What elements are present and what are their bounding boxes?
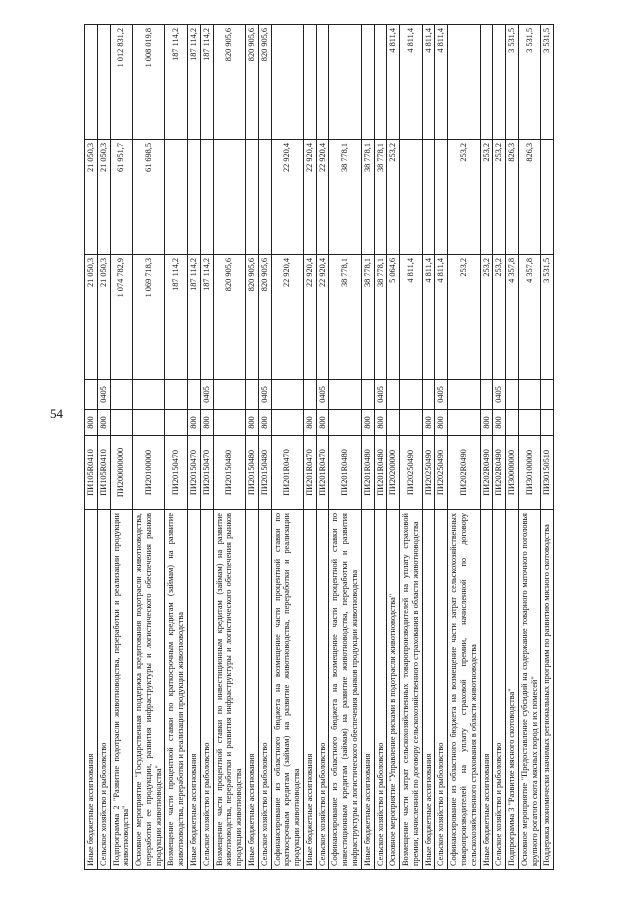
- table-row: [258, 25, 271, 870]
- target-article-cell: ПИ20150480: [245, 436, 258, 510]
- row-name-cell: Софинансирование из областного бюджета на возмещение части процентной ставки по инвестиционным кредитам (займам) на развитие животноводства, переработки и развития инфраструктуры и логистического обеспечения рынков продукции животноводства: [329, 510, 361, 870]
- section-cell: [422, 380, 435, 410]
- section-cell: 0405: [435, 380, 448, 410]
- table-row: [85, 25, 98, 870]
- total-amount-cell: 1 069 718,3: [133, 255, 165, 380]
- regional-amount-cell: 253,2: [480, 140, 493, 255]
- expense-type-cell: [518, 410, 541, 436]
- expense-type-cell: [400, 410, 423, 436]
- budget-table: [84, 24, 554, 870]
- federal-amount-cell: [329, 25, 361, 140]
- expense-type-cell: [165, 410, 188, 436]
- section-cell: [506, 380, 519, 410]
- expense-type-cell: 800: [245, 410, 258, 436]
- page-number: 54: [50, 406, 63, 421]
- federal-amount-cell: [316, 25, 329, 140]
- target-article-cell: ПИ105R0410: [97, 436, 110, 510]
- total-amount-cell: 38 778,1: [374, 255, 387, 380]
- table-row: [200, 25, 213, 870]
- expense-type-cell: 800: [480, 410, 493, 436]
- total-amount-cell: 22 920,4: [303, 255, 316, 380]
- total-amount-cell: 187 114,2: [188, 255, 201, 380]
- expense-type-cell: 800: [303, 410, 316, 436]
- expense-type-cell: 800: [316, 410, 329, 436]
- regional-amount-cell: [188, 140, 201, 255]
- federal-amount-cell: 4 811,4: [435, 25, 448, 140]
- table-row: [448, 25, 480, 870]
- regional-amount-cell: [435, 140, 448, 255]
- total-amount-cell: 22 920,4: [316, 255, 329, 380]
- target-article-cell: ПИ202R0490: [480, 436, 493, 510]
- section-cell: [271, 380, 303, 410]
- target-article-cell: ПИ30100000: [518, 436, 541, 510]
- regional-amount-cell: 22 920,4: [303, 140, 316, 255]
- section-cell: 0405: [258, 380, 271, 410]
- target-article-cell: ПИ20250490: [400, 436, 423, 510]
- table-row: [374, 25, 387, 870]
- row-name-cell: Иные бюджетные ассигнования: [188, 510, 201, 870]
- total-amount-cell: 5 064,6: [387, 255, 400, 380]
- row-name-cell: Основное мероприятие "Государственная поддержка кредитования подотрасли животноводства, переработки ее продукции, развития инфраструктуры и логистического обеспечения рынков продукции животноводства": [133, 510, 165, 870]
- federal-amount-cell: 820 905,6: [213, 25, 245, 140]
- section-cell: [480, 380, 493, 410]
- expense-type-cell: 800: [85, 410, 98, 436]
- budget-table-rotated: [84, 25, 634, 870]
- expense-type-cell: 800: [258, 410, 271, 436]
- target-article-cell: ПИ30150510: [541, 436, 554, 510]
- regional-amount-cell: 38 778,1: [329, 140, 361, 255]
- total-amount-cell: 4 811,4: [400, 255, 423, 380]
- table-row: [133, 25, 165, 870]
- row-name-cell: Подпрограмма 3 "Развитие мясного скотоводства": [506, 510, 519, 870]
- target-article-cell: ПИ20150480: [258, 436, 271, 510]
- target-article-cell: ПИ20250490: [435, 436, 448, 510]
- total-amount-cell: 21 050,3: [85, 255, 98, 380]
- row-name-cell: Софинансирование из областного бюджета на возмещение части затрат сельскохозяйственных товаропроизводителей на уплату страховой премии, начисленной по договору сельскохозяйственного страхования в области животноводства: [448, 510, 480, 870]
- target-article-cell: ПИ20150470: [165, 436, 188, 510]
- section-cell: [387, 380, 400, 410]
- table-row: [329, 25, 361, 870]
- regional-amount-cell: [165, 140, 188, 255]
- federal-amount-cell: [448, 25, 480, 140]
- row-name-cell: Сельское хозяйство и рыболовство: [97, 510, 110, 870]
- regional-amount-cell: 61 951,7: [110, 140, 133, 255]
- section-cell: [213, 380, 245, 410]
- federal-amount-cell: 820 905,6: [245, 25, 258, 140]
- target-article-cell: ПИ201R0480: [361, 436, 374, 510]
- expense-type-cell: [133, 410, 165, 436]
- section-cell: [329, 380, 361, 410]
- target-article-cell: ПИ201R0470: [316, 436, 329, 510]
- target-article-cell: ПИ20150470: [200, 436, 213, 510]
- row-name-cell: Основное мероприятие "Управление рисками в подотрасли животноводства": [387, 510, 400, 870]
- table-row: [271, 25, 303, 870]
- table-row: [480, 25, 493, 870]
- regional-amount-cell: [541, 140, 554, 255]
- table-row: [110, 25, 133, 870]
- row-name-cell: Возмещение части процентной ставки по краткосрочным кредитам (займам) на развитие животноводства, переработки и реализации продукции животноводства: [165, 510, 188, 870]
- target-article-cell: ПИ201R0470: [303, 436, 316, 510]
- expense-type-cell: [448, 410, 480, 436]
- federal-amount-cell: [271, 25, 303, 140]
- table-row: [188, 25, 201, 870]
- row-name-cell: Иные бюджетные ассигнования: [303, 510, 316, 870]
- regional-amount-cell: 21 050,3: [85, 140, 98, 255]
- table-row: [245, 25, 258, 870]
- total-amount-cell: 22 920,4: [271, 255, 303, 380]
- expense-type-cell: 800: [435, 410, 448, 436]
- regional-amount-cell: [213, 140, 245, 255]
- regional-amount-cell: 253,2: [448, 140, 480, 255]
- expense-type-cell: [506, 410, 519, 436]
- target-article-cell: ПИ105R0410: [85, 436, 98, 510]
- regional-amount-cell: 826,3: [518, 140, 541, 255]
- expense-type-cell: 800: [493, 410, 506, 436]
- section-cell: [448, 380, 480, 410]
- regional-amount-cell: 38 778,1: [374, 140, 387, 255]
- total-amount-cell: 253,2: [448, 255, 480, 380]
- target-article-cell: ПИ201R0480: [329, 436, 361, 510]
- target-article-cell: ПИ20200000: [387, 436, 400, 510]
- regional-amount-cell: 38 778,1: [361, 140, 374, 255]
- federal-amount-cell: [97, 25, 110, 140]
- federal-amount-cell: 187 114,2: [165, 25, 188, 140]
- expense-type-cell: [541, 410, 554, 436]
- table-row: [400, 25, 423, 870]
- expense-type-cell: 800: [361, 410, 374, 436]
- section-cell: [85, 380, 98, 410]
- target-article-cell: ПИ201R0480: [374, 436, 387, 510]
- expense-type-cell: 800: [200, 410, 213, 436]
- row-name-cell: Поддержка экономически значимых региональных программ по развитию мясного скотоводства: [541, 510, 554, 870]
- total-amount-cell: 4 811,4: [435, 255, 448, 380]
- regional-amount-cell: 826,3: [506, 140, 519, 255]
- regional-amount-cell: 22 920,4: [316, 140, 329, 255]
- row-name-cell: Сельское хозяйство и рыболовство: [258, 510, 271, 870]
- federal-amount-cell: 4 811,4: [387, 25, 400, 140]
- section-cell: 0405: [97, 380, 110, 410]
- total-amount-cell: 820 905,6: [245, 255, 258, 380]
- expense-type-cell: [329, 410, 361, 436]
- table-row: [541, 25, 554, 870]
- section-cell: [303, 380, 316, 410]
- expense-type-cell: 800: [188, 410, 201, 436]
- expense-type-cell: 800: [97, 410, 110, 436]
- total-amount-cell: 820 905,6: [213, 255, 245, 380]
- section-cell: [133, 380, 165, 410]
- section-cell: [110, 380, 133, 410]
- expense-type-cell: [110, 410, 133, 436]
- table-row: [422, 25, 435, 870]
- total-amount-cell: 187 114,2: [165, 255, 188, 380]
- section-cell: 0405: [316, 380, 329, 410]
- budget-table-body: [85, 25, 554, 870]
- row-name-cell: Сельское хозяйство и рыболовство: [200, 510, 213, 870]
- target-article-cell: ПИ201R0470: [271, 436, 303, 510]
- table-row: [165, 25, 188, 870]
- expense-type-cell: 800: [422, 410, 435, 436]
- regional-amount-cell: [245, 140, 258, 255]
- table-row: [518, 25, 541, 870]
- table-row: [506, 25, 519, 870]
- section-cell: [541, 380, 554, 410]
- row-name-cell: Сельское хозяйство и рыболовство: [374, 510, 387, 870]
- federal-amount-cell: [303, 25, 316, 140]
- target-article-cell: ПИ20250490: [422, 436, 435, 510]
- federal-amount-cell: [361, 25, 374, 140]
- target-article-cell: ПИ20100000: [133, 436, 165, 510]
- table-row: [213, 25, 245, 870]
- section-cell: [518, 380, 541, 410]
- federal-amount-cell: 187 114,2: [188, 25, 201, 140]
- regional-amount-cell: 253,2: [387, 140, 400, 255]
- regional-amount-cell: [422, 140, 435, 255]
- regional-amount-cell: [200, 140, 213, 255]
- table-row: [493, 25, 506, 870]
- total-amount-cell: 820 905,6: [258, 255, 271, 380]
- regional-amount-cell: 22 920,4: [271, 140, 303, 255]
- row-name-cell: Иные бюджетные ассигнования: [245, 510, 258, 870]
- total-amount-cell: 4 811,4: [422, 255, 435, 380]
- table-row: [387, 25, 400, 870]
- total-amount-cell: 1 074 782,9: [110, 255, 133, 380]
- target-article-cell: ПИ202R0490: [493, 436, 506, 510]
- federal-amount-cell: [480, 25, 493, 140]
- row-name-cell: Иные бюджетные ассигнования: [85, 510, 98, 870]
- federal-amount-cell: 3 531,5: [518, 25, 541, 140]
- federal-amount-cell: 820 905,6: [258, 25, 271, 140]
- expense-type-cell: [213, 410, 245, 436]
- section-cell: 0405: [200, 380, 213, 410]
- expense-type-cell: [271, 410, 303, 436]
- table-row: [97, 25, 110, 870]
- total-amount-cell: 38 778,1: [329, 255, 361, 380]
- section-cell: 0405: [493, 380, 506, 410]
- row-name-cell: Возмещение части процентной ставки по инвестиционным кредитам (займам) на развитие животноводства, переработки и развития инфраструктуры и логистического обеспечения рынков продукции животноводства: [213, 510, 245, 870]
- total-amount-cell: 187 114,2: [200, 255, 213, 380]
- row-name-cell: Сельское хозяйство и рыболовство: [316, 510, 329, 870]
- federal-amount-cell: [493, 25, 506, 140]
- federal-amount-cell: [374, 25, 387, 140]
- row-name-cell: Сельское хозяйство и рыболовство: [435, 510, 448, 870]
- total-amount-cell: 253,2: [480, 255, 493, 380]
- federal-amount-cell: 187 114,2: [200, 25, 213, 140]
- row-name-cell: Софинансирование из областного бюджета на возмещение части процентной ставки по краткосрочным кредитам (займам) на развитие животноводства, переработки и реализации продукции животноводства: [271, 510, 303, 870]
- federal-amount-cell: 4 811,4: [400, 25, 423, 140]
- section-cell: [361, 380, 374, 410]
- total-amount-cell: 4 357,8: [506, 255, 519, 380]
- section-cell: [165, 380, 188, 410]
- table-row: [316, 25, 329, 870]
- total-amount-cell: 253,2: [493, 255, 506, 380]
- section-cell: [245, 380, 258, 410]
- target-article-cell: ПИ20150480: [213, 436, 245, 510]
- section-cell: [400, 380, 423, 410]
- expense-type-cell: 800: [374, 410, 387, 436]
- row-name-cell: Иные бюджетные ассигнования: [361, 510, 374, 870]
- target-article-cell: ПИ202R0490: [448, 436, 480, 510]
- regional-amount-cell: 61 698,5: [133, 140, 165, 255]
- target-article-cell: ПИ200000000: [110, 436, 133, 510]
- federal-amount-cell: 3 531,5: [506, 25, 519, 140]
- regional-amount-cell: 21 050,3: [97, 140, 110, 255]
- total-amount-cell: 4 357,8: [518, 255, 541, 380]
- section-cell: [188, 380, 201, 410]
- total-amount-cell: 3 531,5: [541, 255, 554, 380]
- regional-amount-cell: 253,2: [493, 140, 506, 255]
- total-amount-cell: 38 778,1: [361, 255, 374, 380]
- table-row: [303, 25, 316, 870]
- federal-amount-cell: 3 531,5: [541, 25, 554, 140]
- row-name-cell: Иные бюджетные ассигнования: [480, 510, 493, 870]
- row-name-cell: Основное мероприятие "Предоставление субсидий на содержание товарного маточного поголовья крупного рогатого скота мясных пород и их помесей": [518, 510, 541, 870]
- table-row: [435, 25, 448, 870]
- expense-type-cell: [387, 410, 400, 436]
- federal-amount-cell: 1 008 019,8: [133, 25, 165, 140]
- section-cell: 0405: [374, 380, 387, 410]
- row-name-cell: Иные бюджетные ассигнования: [422, 510, 435, 870]
- total-amount-cell: 21 050,3: [97, 255, 110, 380]
- target-article-cell: ПИ20150470: [188, 436, 201, 510]
- regional-amount-cell: [400, 140, 423, 255]
- row-name-cell: Подпрограмма 2 "Развитие подотрасли животноводства, переработки и реализации продукции животноводства": [110, 510, 133, 870]
- federal-amount-cell: [85, 25, 98, 140]
- table-row: [361, 25, 374, 870]
- regional-amount-cell: [258, 140, 271, 255]
- row-name-cell: Сельское хозяйство и рыболовство: [493, 510, 506, 870]
- federal-amount-cell: 4 811,4: [422, 25, 435, 140]
- federal-amount-cell: 1 012 831,2: [110, 25, 133, 140]
- row-name-cell: Возмещение части затрат сельскохозяйственных товаропроизводителей на уплату страховой премии, начисленной по договору сельскохозяйственного страхования в области животноводства: [400, 510, 423, 870]
- target-article-cell: ПИ30000000: [506, 436, 519, 510]
